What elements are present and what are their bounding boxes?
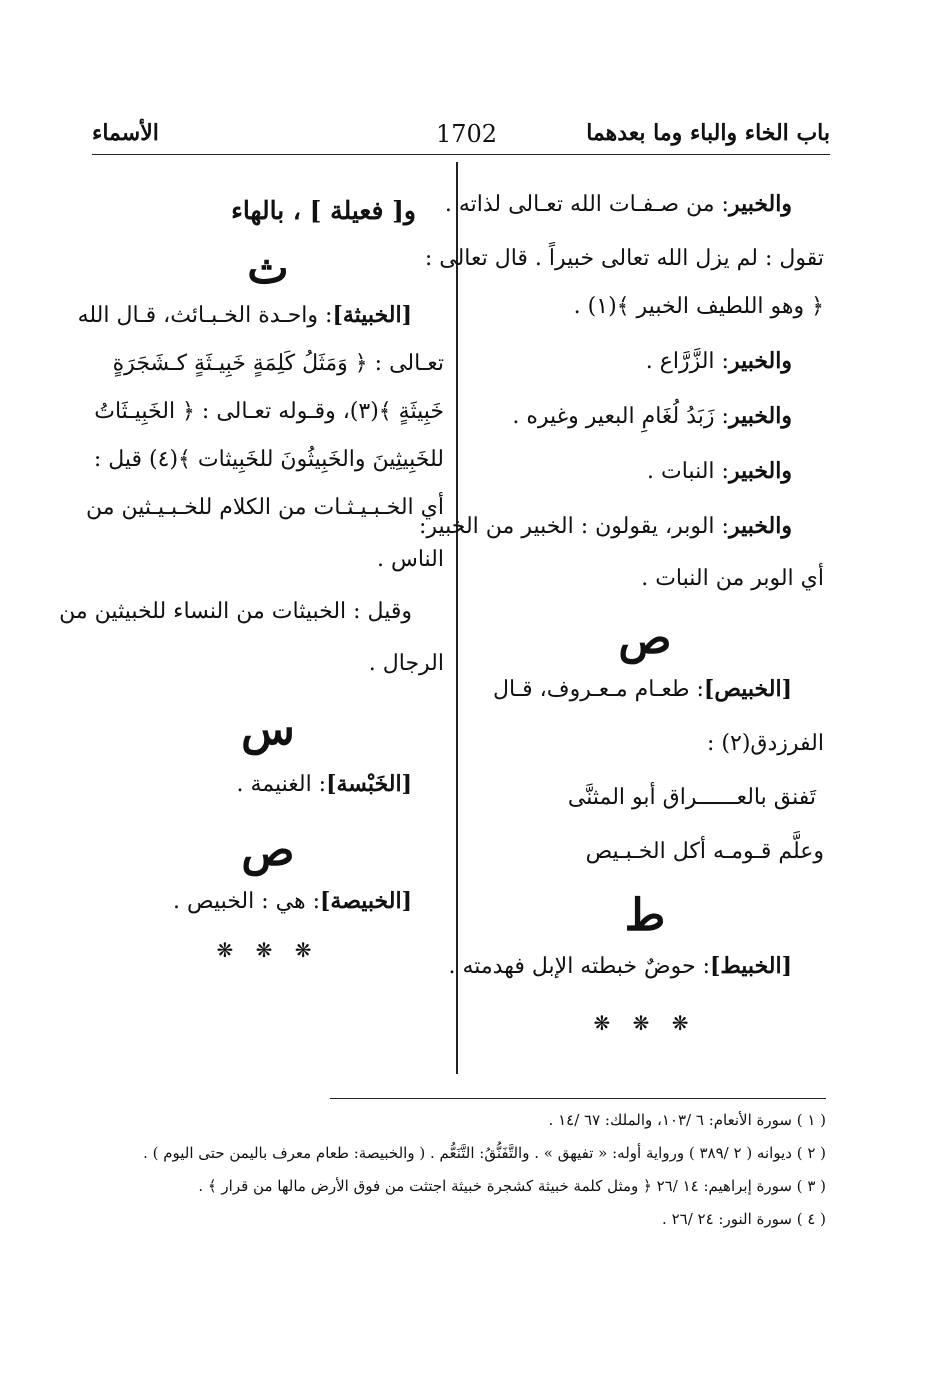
entry-khabir-foam <box>466 402 824 431</box>
quran-quote: ﴿ وهو اللطيف الخبير ﴾(١) . <box>573 294 824 319</box>
entry-text-line: للخَبِيثِينَ والخَبِيثُونَ للخَبِيثات ﴾(٤) قيل : <box>93 447 444 472</box>
entry-khabit <box>448 952 824 981</box>
footnote-3: ( ٣ ) سورة إبراهيم: ١٤ /٢٦ ﴿ ومثل كلمة خبيثة كشجرة خبيثة اجتثت من فوق الأرض مالها من قرار ﴾ . <box>198 1177 826 1195</box>
entry-term: والخبير <box>728 403 792 429</box>
entry-text-line: تعـالى : ﴿ وَمَثَلُ كَلِمَةٍ خَبِيـثَةٍ كـشَجَرَةٍ <box>112 351 444 376</box>
section-end-ornament: ❋ ❋ ❋ <box>216 938 320 962</box>
page-number: 1702 <box>436 120 498 148</box>
letter-heading-ta: ط <box>624 890 666 941</box>
entry-text-line: الرجال . <box>368 651 444 676</box>
entry-text: : الغنيمة . <box>236 772 327 797</box>
section-title: الأسماء <box>92 120 159 146</box>
entry-text: : الوبر، يقولون : الخبير من الخبير: <box>418 514 729 539</box>
letter-heading-tha: ث <box>247 243 289 294</box>
right-column <box>418 188 824 1035</box>
entry-khabsa <box>92 770 444 799</box>
entry-term: [الخَبْسة] <box>326 771 412 797</box>
letter-heading-sin: س <box>241 704 295 755</box>
entry-text-line: أي الوبر من النبات . <box>641 566 824 591</box>
entry-khabitha <box>77 301 444 330</box>
entry-khabir-farmer <box>466 347 824 376</box>
entry-khabis <box>466 675 824 704</box>
entry-term: [الخبيثة] <box>332 302 412 328</box>
entry-text-line: أي الخـبـيـثـات من الكلام للخـبـيـثين من <box>85 495 444 520</box>
entry-text-line: الفرزدق(٢) : <box>707 731 824 756</box>
letter-heading-sad: ص <box>618 613 672 664</box>
entry-term: [الخبيط] <box>710 953 792 979</box>
entry-text-line: الناس . <box>377 547 444 572</box>
entry-term: والخبير <box>728 348 792 374</box>
entry-term: والخبير <box>728 513 792 539</box>
footnote-1: ( ١ ) سورة الأنعام: ٦ /١٠٣، والملك: ٦٧ /١٤ . <box>548 1111 826 1129</box>
entry-text: : حوضٌ خبطته الإبل فهدمته . <box>448 954 710 979</box>
section-subheading: و[ فعيلة ] ، بالهاء <box>231 196 416 225</box>
chapter-title: باب الخاء والباء وما بعدهما <box>586 120 830 146</box>
footnote-separator <box>330 1098 826 1099</box>
column-divider <box>456 162 458 1074</box>
entry-text: : النبات . <box>647 459 729 484</box>
entry-khabir-attribute <box>444 190 824 219</box>
entry-text: : الزَّرَّاع . <box>645 349 729 374</box>
entry-text: : زَبَدُ لُغَامِ البعير وغيره . <box>512 404 729 429</box>
entry-khabir-fur <box>418 512 824 541</box>
letter-heading-sad: ص <box>241 825 295 876</box>
entry-text-line: تقول : لم يزل الله تعالى خبيراً . قال تعالى : <box>424 246 824 271</box>
section-end-ornament: ❋ ❋ ❋ <box>593 1011 697 1035</box>
entry-text: : واحـدة الخـبـائث، قـال الله <box>77 303 333 328</box>
left-column <box>59 188 444 962</box>
poem-verse-second: وعلَّم قـومـه أكل الخـبـيص <box>585 839 824 864</box>
entry-term: والخبير <box>728 458 792 484</box>
footnote-4: ( ٤ ) سورة النور: ٢٤ /٢٦ . <box>662 1210 826 1228</box>
poem-verse-first: تَفنق بالعــــــراق أبو المثنَّى <box>567 785 816 810</box>
entry-khabir-plant <box>466 457 824 486</box>
entry-text: : من صـفـات الله تعـالى لذاته . <box>444 192 729 217</box>
entry-text-line: خَبِيثَةٍ ﴾(٣)، وقـوله تعـالى : ﴿ الخَبِيـثَاتُ <box>94 399 444 424</box>
entry-qila: وقيل : الخبيثات من النساء للخبيثين من <box>59 599 412 624</box>
footnotes <box>140 1110 826 1242</box>
entry-term: [الخبيصة] <box>320 888 412 914</box>
page-header <box>92 118 830 155</box>
footnote-2: ( ٢ ) ديوانه ( ٢ /٣٨٩ ) ورواية أوله: « تفيهق » . والتَّفَنُّقُ: التَّنَعُّم . ( والخبيصة: طعام معرف باليمن حتى اليوم ) . <box>143 1144 826 1162</box>
entry-text: : طعـام مـعـروف، قـال <box>493 677 704 702</box>
entry-khabisa <box>92 887 444 916</box>
entry-term: [الخبيص] <box>703 676 792 702</box>
entry-text: : هي : الخبيص . <box>173 889 320 914</box>
entry-term: والخبير <box>728 191 792 217</box>
